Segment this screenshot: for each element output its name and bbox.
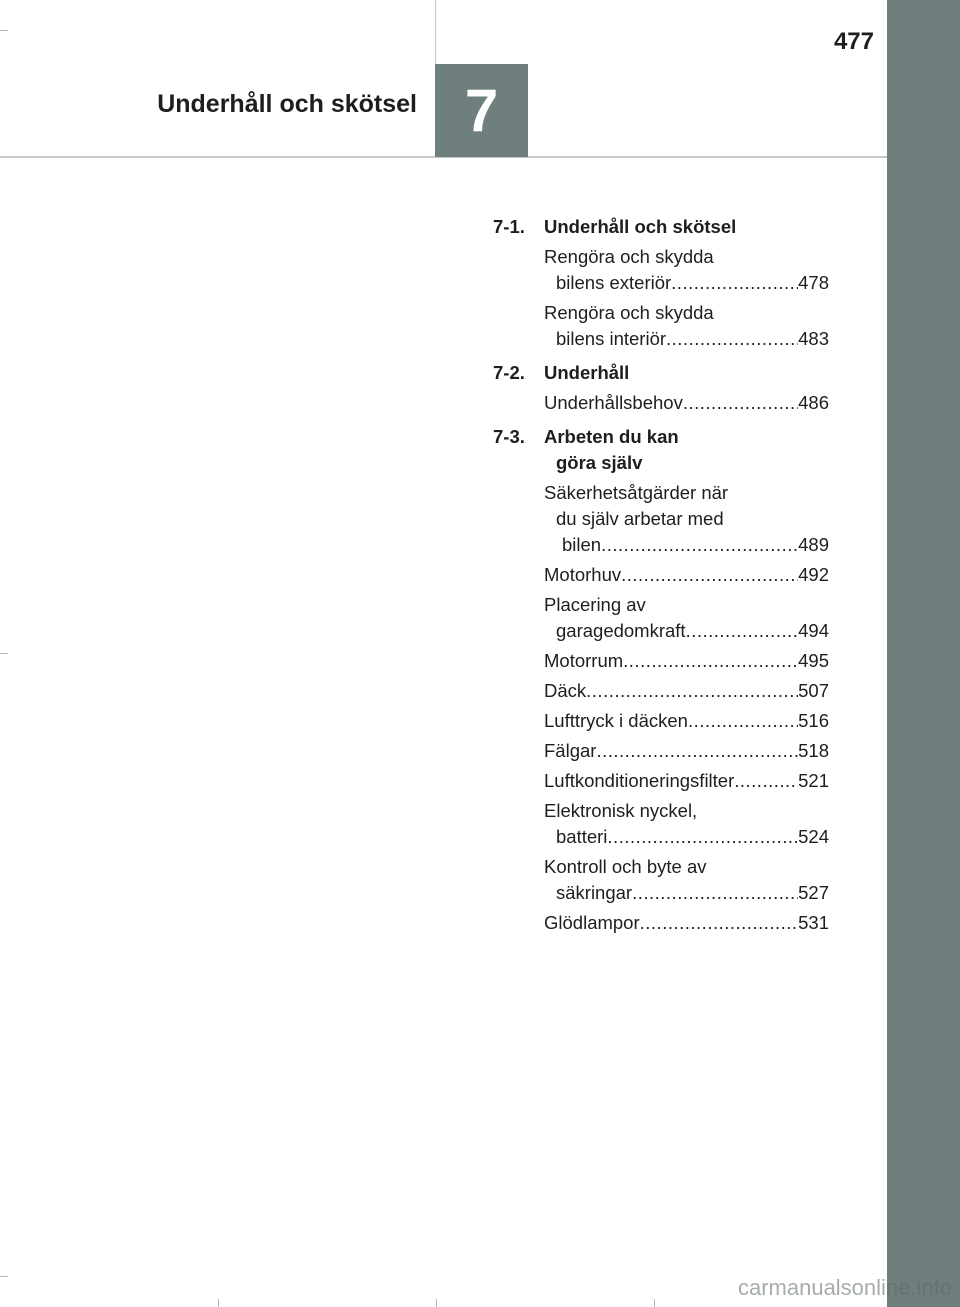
toc-page-number: 527 <box>798 882 829 903</box>
crop-mark <box>218 1299 219 1307</box>
toc-entry[interactable]: Luftkonditioneringsfilter ..... 521 <box>493 768 829 794</box>
toc-entry[interactable]: Glödlampor ..... 531 <box>493 910 829 936</box>
toc-entry[interactable]: Motorrum ..... 495 <box>493 648 829 674</box>
header-divider-vertical <box>435 0 436 64</box>
dot-leader <box>688 708 798 734</box>
section-number: 7-3. <box>493 426 525 447</box>
section-title: Underhåll och skötsel <box>544 216 737 237</box>
toc-page-number: 495 <box>798 650 829 671</box>
crop-mark <box>0 1276 8 1277</box>
toc-entry[interactable]: Lufttryck i däcken ..... 516 <box>493 708 829 734</box>
dot-leader <box>586 678 798 704</box>
toc-page-number: 507 <box>798 680 829 701</box>
toc-page-number: 531 <box>798 912 829 933</box>
toc-entry[interactable]: Fälgar ..... 518 <box>493 738 829 764</box>
section-number: 7-2. <box>493 362 525 383</box>
dot-leader <box>623 648 798 674</box>
toc-page-number: 524 <box>798 826 829 847</box>
toc-page-number: 486 <box>798 392 829 413</box>
section-title: Arbeten du kan <box>544 426 679 447</box>
section-title: Underhåll <box>544 362 630 383</box>
toc-section-7-2[interactable] <box>493 360 829 386</box>
toc-page-number: 483 <box>798 328 829 349</box>
dot-leader <box>607 824 798 850</box>
crop-mark <box>0 30 8 31</box>
toc-entry[interactable]: Underhållsbehov ..... 486 <box>493 390 829 416</box>
toc-section-7-1[interactable] <box>493 214 829 240</box>
chapter-number-box <box>435 64 528 157</box>
crop-mark <box>0 653 8 654</box>
dot-leader <box>666 326 798 352</box>
toc-entry[interactable]: Rengöra och skydda bilens exteriör ..... 478 <box>493 244 829 296</box>
dot-leader <box>671 270 798 296</box>
watermark: carmanualsonline.info <box>737 1275 952 1300</box>
toc-entry[interactable]: Kontroll och byte av säkringar ..... 527 <box>493 854 829 906</box>
dot-leader <box>686 618 799 644</box>
toc-page-number: 521 <box>798 770 829 791</box>
toc-page-number: 489 <box>798 534 829 555</box>
crop-mark <box>436 1299 437 1307</box>
toc-entry[interactable]: Rengöra och skydda bilens interiör ..... 483 <box>493 300 829 352</box>
dot-leader <box>632 880 798 906</box>
dot-leader <box>601 532 798 558</box>
section-title-continued: göra själv <box>556 452 643 473</box>
chapter-side-tab <box>887 0 960 1307</box>
toc-entry[interactable]: Säkerhetsåtgärder när du själv arbetar med bilen ..... 489 <box>493 480 829 558</box>
toc-page-number: 494 <box>798 620 829 641</box>
toc-entry[interactable]: Motorhuv ..... 492 <box>493 562 829 588</box>
toc-page-number: 478 <box>798 272 829 293</box>
toc-entry[interactable]: Däck ..... 507 <box>493 678 829 704</box>
toc-entry[interactable]: Placering av garagedomkraft ..... 494 <box>493 592 829 644</box>
table-of-contents <box>493 214 829 936</box>
toc-section-7-3[interactable] <box>493 424 829 476</box>
dot-leader <box>621 562 798 588</box>
page-number: 477 <box>833 28 874 55</box>
toc-page-number: 518 <box>798 740 829 761</box>
dot-leader <box>683 390 798 416</box>
chapter-number: 7 <box>464 77 499 144</box>
toc-entry[interactable]: Elektronisk nyckel, batteri ..... 524 <box>493 798 829 850</box>
dot-leader <box>596 738 798 764</box>
chapter-title: Underhåll och skötsel <box>157 90 417 118</box>
dot-leader <box>734 768 798 794</box>
dot-leader <box>640 910 798 936</box>
toc-page-number: 516 <box>798 710 829 731</box>
crop-mark <box>654 1299 655 1307</box>
section-number: 7-1. <box>493 216 525 237</box>
toc-page-number: 492 <box>798 564 829 585</box>
